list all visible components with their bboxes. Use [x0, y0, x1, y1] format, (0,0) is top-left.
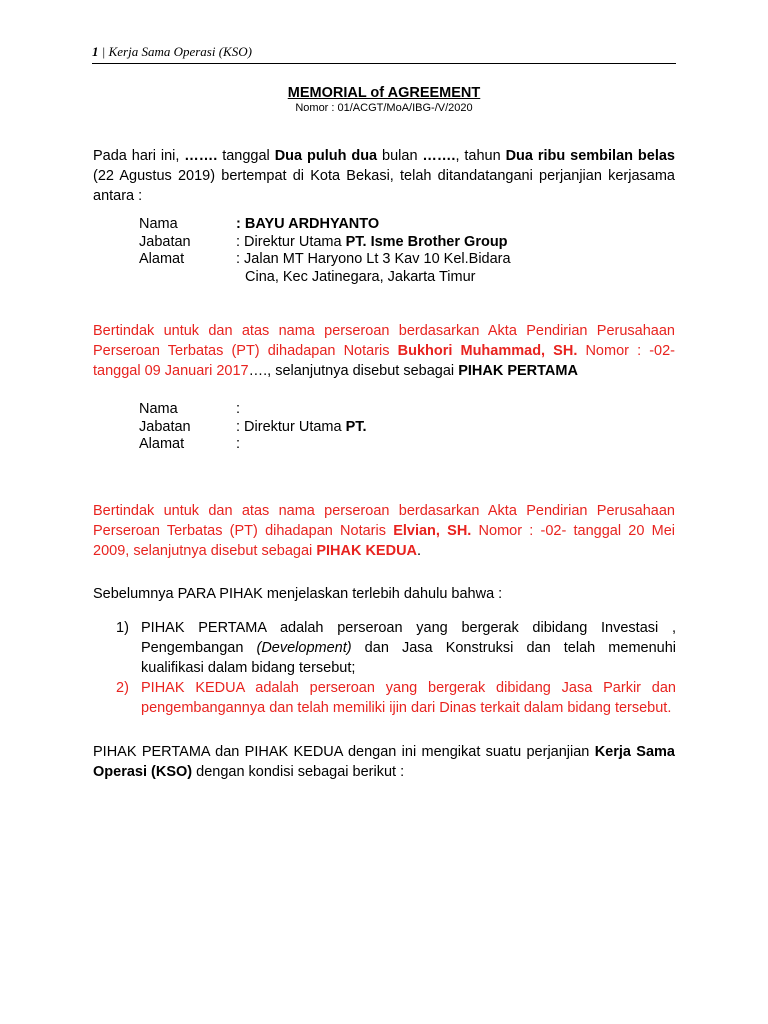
list-item-number: 1)	[116, 620, 129, 636]
party2-alamat-value: :	[236, 436, 241, 452]
intro-date: Dua puluh dua	[274, 148, 378, 164]
document-number: Nomor : 01/ACGT/MoA/IBG-/V/2020	[295, 102, 473, 114]
party1-desc-text: Nomor : -02- tanggal 09 Januari 2017	[93, 343, 675, 379]
party1-jabatan-prefix: : Direktur Utama	[236, 233, 346, 250]
intro-dots-month: …….	[422, 148, 456, 164]
party1-nama-value: : BAYU ARDHYANTO	[236, 216, 380, 232]
party2-company: PT.	[345, 418, 367, 435]
closing-text: dengan kondisi sebagai berikut :	[192, 764, 405, 780]
party2-jabatan-row	[139, 419, 676, 437]
party1-jabatan-value	[236, 234, 676, 252]
party2-jabatan-value	[236, 419, 676, 437]
preamble-sentence: Sebelumnya PARA PIHAK menjelaskan terlebih dahulu bahwa :	[93, 586, 503, 602]
list-item	[116, 678, 676, 718]
party2-nama-label: Nama	[139, 401, 178, 417]
intro-text: Pada hari ini,	[93, 148, 185, 164]
list-item-text-part: dan Jasa Konstruksi dan telah memenuhi kualifikasi dalam bidang tersebut;	[141, 640, 677, 676]
party2-desc-text: Bertindak untuk dan atas nama perseroan berdasarkan Akta Pendirian Perusahaan Perseroan Terbatas (PT) dihadapan Notaris	[93, 503, 675, 539]
party2-jabatan-prefix: : Direktur Utama	[236, 418, 346, 435]
party1-desc-text: Bertindak untuk dan atas nama perseroan berdasarkan Akta Pendirian Perusahaan Perseroan Terbatas (PT) dihadapan Notaris	[93, 323, 675, 359]
list-item	[116, 618, 676, 678]
party1-alamat-line1: : Jalan MT Haryono Lt 3 Kav 10 Kel.Bidara	[236, 251, 511, 267]
party1-notaris: Bukhori Muhammad, SH.	[397, 343, 578, 359]
party1-nama-row	[139, 216, 676, 234]
intro-text: , tahun	[455, 148, 506, 164]
party1-fields	[139, 216, 676, 286]
party2-description	[93, 501, 675, 561]
header-separator: |	[101, 44, 106, 59]
party2-desc-text: Nomor : -02- tanggal 20 Mei 2009, selanjutnya disebut sebagai	[93, 523, 676, 559]
party1-jabatan-label: Jabatan	[139, 233, 191, 250]
intro-text: (22 Agustus 2019) bertempat di Kota Bekasi, telah ditandatangani perjanjian kerjasama antara :	[93, 168, 675, 204]
list-item-text-part: PIHAK PERTAMA adalah perseroan yang bergerak dibidang Investasi , Pengembangan	[141, 620, 676, 656]
party2-notaris: Elvian, SH.	[393, 523, 472, 539]
party2-fields	[139, 401, 676, 454]
intro-dots-day: …….	[184, 148, 218, 164]
page-number: 1	[92, 44, 99, 59]
closing-text: PIHAK PERTAMA dan PIHAK KEDUA dengan ini mengikat suatu perjanjian	[93, 744, 595, 760]
party1-alamat-value	[236, 251, 676, 286]
document-title: MEMORIAL of AGREEMENT	[287, 85, 481, 101]
intro-text: bulan	[377, 148, 423, 164]
party1-company: PT. Isme Brother Group	[345, 233, 508, 250]
party2-alamat-label: Alamat	[139, 436, 185, 452]
list-item-italic: (Development)	[256, 640, 352, 656]
preamble-list	[116, 618, 676, 718]
party2-jabatan-label: Jabatan	[139, 418, 191, 435]
party2-alamat-row	[139, 436, 676, 454]
list-item-number: 2)	[116, 680, 129, 696]
party2-nama-value: :	[236, 401, 241, 417]
intro-paragraph	[93, 146, 675, 206]
closing-paragraph	[93, 742, 675, 782]
party1-alamat-row	[139, 251, 676, 286]
title-block	[0, 85, 768, 114]
list-item-text: PIHAK KEDUA adalah perseroan yang bergerak dibidang Jasa Parkir dan pengembangannya dan telah memiliki ijin dari Dinas terkait dalam bidang tersebut.	[141, 680, 676, 716]
intro-year: Dua ribu sembilan belas	[505, 148, 675, 164]
party1-alamat-label: Alamat	[139, 251, 185, 267]
intro-text: tanggal	[217, 148, 275, 164]
party2-pihak: PIHAK KEDUA	[316, 543, 418, 559]
party1-description	[93, 321, 675, 381]
party2-desc-end: .	[417, 543, 422, 559]
party1-jabatan-row	[139, 234, 676, 252]
party2-nama-row	[139, 401, 676, 419]
party1-desc-text-black: …., selanjutnya disebut sebagai	[248, 363, 459, 379]
closing-kso: Kerja Sama Operasi (KSO)	[93, 744, 675, 780]
party1-alamat-line2: Cina, Kec Jatinegara, Jakarta Timur	[245, 268, 476, 285]
party1-nama-label: Nama	[139, 216, 178, 232]
list-item-text	[141, 618, 676, 678]
header-title: Kerja Sama Operasi (KSO)	[108, 44, 252, 59]
party1-pihak: PIHAK PERTAMA	[458, 363, 578, 379]
page-header	[92, 44, 676, 64]
